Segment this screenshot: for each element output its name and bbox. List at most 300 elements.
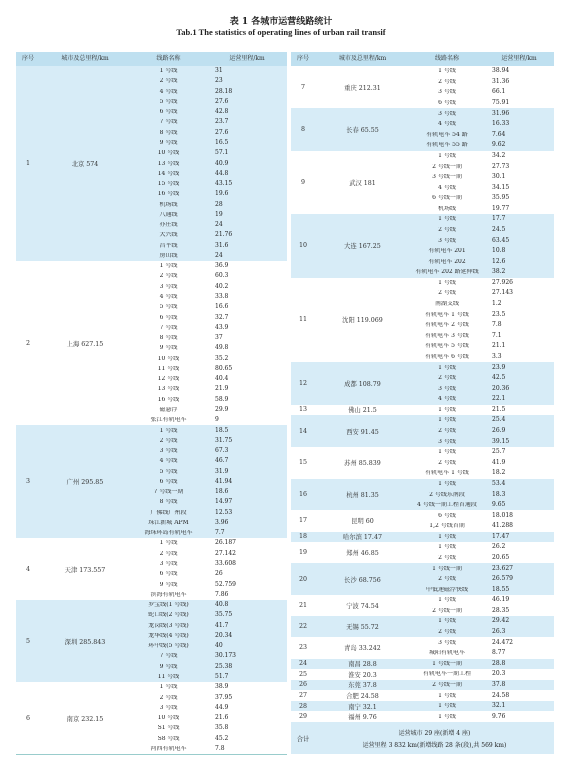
city-number: 15 [298,459,307,467]
city-group [16,425,287,539]
line-row [130,415,287,425]
line-name: 磁悬浮 [159,406,178,413]
line-row [130,179,287,189]
line-km: 23.5 [492,310,506,318]
line-name: 有轨电车 1 号线 [425,311,469,318]
line-row [410,288,554,299]
header-city: 城市及总里程/km [61,55,109,62]
line-km: 18.55 [492,585,510,593]
line-km: 27.142 [215,549,236,557]
city-name-total: 重庆 212.31 [344,84,381,92]
line-list [410,66,554,108]
line-name: 14 号线 [157,170,180,177]
line-km: 80.65 [215,364,233,372]
line-name: 3 号线 [438,438,456,445]
line-row [410,320,554,331]
line-name: 6 号线 [159,571,178,578]
line-km: 29.9 [215,405,229,413]
header-km: 运营里程/km [229,55,265,62]
total-label: 合计 [296,735,310,743]
line-km: 23.627 [492,564,513,572]
line-km: 58.9 [215,395,229,403]
line-row [410,225,554,236]
line-row [130,107,287,117]
line-row [130,518,287,528]
line-row [410,457,554,468]
line-km: 23.9 [492,363,506,371]
line-name: 2 号线一期 [432,681,462,688]
line-row [130,405,287,415]
line-km: 33.608 [215,560,236,567]
line-name: 10 号线 [157,150,180,157]
line-name: 2 号线 [159,273,178,280]
line-km: 35.8 [215,724,229,732]
line-row [130,692,287,702]
line-row [130,528,287,538]
line-km: 7.7 [215,529,225,537]
line-name: 2 号线 [159,78,178,85]
line-row [410,479,554,490]
line-name: 有轨电车 54 路 [426,131,468,138]
line-row [410,246,554,257]
line-row [410,690,554,701]
line-list [130,538,287,600]
line-name: 10 号线 [157,715,180,722]
table-title-cn: 表 1 各城市运营线路统计 [229,17,333,27]
line-name: 8 号线 [159,499,178,506]
line-row [130,87,287,97]
line-name: 八通线 [159,211,178,218]
line-row [130,641,287,651]
line-km: 20.3 [492,670,506,678]
city-group [291,214,554,278]
line-list [130,600,287,682]
line-name: 9 号线 [159,581,178,588]
city-number: 18 [298,533,307,541]
city-name-total: 合肥 24.58 [346,693,379,701]
line-name: 4 号线一期工程首通段 [417,502,477,509]
line-name: 2 号线 [438,576,456,583]
line-list [410,362,554,404]
line-list [410,669,554,680]
line-row [410,87,554,98]
line-km: 27.6 [215,128,229,136]
line-km: 21.76 [215,231,233,239]
city-number: 22 [298,623,307,631]
line-km: 18.018 [492,511,513,519]
line-km: 26.9 [492,427,506,435]
line-km: 41.9 [492,458,506,466]
line-km: 9.76 [492,712,506,720]
line-list [130,425,287,538]
line-list [410,690,554,701]
line-name: 16 号线 [157,191,180,198]
line-name: 有轨电车 202 [428,258,466,265]
line-row [410,77,554,88]
line-name: 1 号线 [438,417,456,424]
line-name: 3 号线 [438,385,456,392]
line-km: 7.8 [215,744,225,752]
line-km: 19.77 [492,204,510,212]
line-km: 53.4 [492,479,506,487]
header-no: 序号 [296,55,309,62]
line-row [130,333,287,343]
line-km: 21.1 [492,342,506,350]
line-km: 31.75 [215,436,233,444]
line-list [410,616,554,637]
line-km: 42.8 [215,108,229,116]
statistics-table [16,52,554,754]
line-km: 32.1 [492,702,506,710]
line-km: 31.9 [215,467,229,475]
line-row [410,563,554,574]
line-name: 南湖支线 [434,301,459,308]
line-row [130,497,287,507]
line-row [410,659,554,670]
line-name: 1 号线 [438,703,456,710]
line-row [130,138,287,148]
city-number: 19 [298,549,307,557]
line-km: 28.8 [492,659,506,667]
line-km: 8.77 [492,649,506,657]
city-number: 9 [300,178,305,186]
left-header [16,52,287,66]
line-name: 1 号线一期 [432,660,462,667]
line-row [130,549,287,559]
line-km: 46.7 [215,457,229,465]
line-name: 大兴线 [159,232,178,239]
line-list [410,479,554,511]
line-name: 有轨电车一期工程 [422,671,471,678]
city-name-total: 南昌 28.8 [348,661,377,669]
line-name: 3 号线 [438,110,456,117]
line-km: 10.8 [492,247,506,255]
line-km: 16.6 [215,303,229,311]
line-km: 43.9 [215,323,229,331]
line-name: 1 号线 [438,480,456,487]
line-row [130,508,287,518]
line-km: 3.96 [215,518,229,526]
line-name: 2 号线 [438,290,456,297]
line-row [410,542,554,553]
line-km: 75.91 [492,99,510,107]
line-name: 4 号线 [159,88,178,95]
line-km: 7.8 [492,321,502,329]
city-number: 10 [298,242,307,250]
line-row [410,701,554,712]
line-row [410,648,554,659]
line-name: 海珠环岛有轨电车 [144,530,193,537]
line-name: 4 号线 [438,121,456,128]
city-group [291,108,554,151]
line-km: 20.65 [492,553,510,561]
line-km: 7.1 [492,331,502,339]
line-name: 环中线(5 号线) [148,643,189,650]
line-km: 12.53 [215,508,233,516]
line-km: 17.47 [492,532,510,540]
line-km: 24 [215,251,223,259]
line-name: 5 号线 [159,98,178,105]
city-name-total: 南宁 32.1 [348,703,377,711]
line-list [130,682,287,754]
line-name: 1 号线 [438,544,456,551]
line-name: S8 号线 [157,735,180,742]
line-row [130,456,287,466]
city-name-total: 青岛 33.242 [344,645,381,653]
line-km: 23 [215,77,223,85]
line-km: 27.6 [215,97,229,105]
city-group [16,66,287,262]
line-name: 6 号线 [438,100,456,107]
city-group [16,682,287,755]
line-row [410,532,554,543]
line-name: 有轨电车 2 号线 [425,322,469,329]
line-km: 25.7 [492,448,506,456]
line-row [130,292,287,302]
line-name: 10 号线 [157,355,180,362]
line-row [130,169,287,179]
city-name-total: 大连 167.25 [344,243,381,251]
line-km: 35.75 [215,611,233,619]
line-row [130,261,287,271]
line-name: 城阳有轨电车 [428,650,465,657]
city-number: 11 [298,316,307,324]
line-name: 有轨电车 5 号线 [425,343,469,350]
line-list [410,405,554,416]
line-km: 40.4 [215,375,229,383]
line-list [130,261,287,425]
line-row [410,616,554,627]
line-name: 1 号线 [438,279,456,286]
line-km: 38.2 [492,268,506,276]
line-row [410,394,554,405]
line-list [410,680,554,691]
line-list [410,214,554,277]
city-name-total: 长沙 68.756 [344,576,381,584]
line-km: 41.288 [492,522,513,530]
line-name: 3 号线 [159,448,178,455]
line-name: 2 号线 [438,459,456,466]
line-row [410,584,554,595]
line-name: 9 号线 [159,663,178,670]
line-km: 20.36 [492,384,510,392]
line-row [410,680,554,691]
line-name: 5 号线 [159,304,178,311]
line-name: 罗宝线(1 号线) [148,602,189,609]
city-name-total: 深圳 285.843 [64,638,106,646]
line-row [130,723,287,733]
total-row [291,722,554,754]
line-km: 63.45 [492,236,510,244]
line-km: 18.6 [215,488,229,496]
line-row [410,129,554,140]
line-name: 1 号线一期 [432,565,462,572]
line-name: 1 号线 [159,540,178,547]
city-number: 6 [25,714,30,722]
line-km: 67.3 [215,447,229,455]
line-row [130,703,287,713]
line-row [130,569,287,579]
line-row [410,711,554,722]
line-row [130,210,287,220]
line-name: 2 号线 [438,554,456,561]
line-km: 26.579 [492,575,513,583]
line-name: 8 号线 [159,335,178,342]
line-list [410,108,554,150]
line-name: 昌平线 [159,242,178,249]
city-group [291,66,554,109]
line-row [130,128,287,138]
header-no: 序号 [21,55,34,62]
city-group [291,151,554,215]
line-km: 21.6 [215,714,229,722]
line-km: 38.94 [492,67,510,75]
line-km: 43.15 [215,180,233,188]
city-number: 27 [298,692,307,700]
line-km: 27.926 [492,278,513,286]
city-name-total: 天津 173.557 [64,566,106,574]
line-name: 有轨电车 201 [428,248,466,255]
line-row [410,637,554,648]
line-row [130,713,287,723]
line-km: 23.7 [215,118,229,126]
line-name: 2 号线 [438,78,456,85]
line-list [410,151,554,214]
line-km: 41.94 [215,477,233,485]
line-list [410,701,554,712]
line-row [410,627,554,638]
line-name: 4 号线 [159,294,178,301]
city-group [291,362,554,405]
line-km: 26.2 [492,543,506,551]
line-list [410,447,554,479]
line-row [130,466,287,476]
city-name-total: 无锡 55.72 [346,624,379,632]
line-name: 2 号线 [438,375,456,382]
line-row [410,373,554,384]
city-group [16,600,287,683]
city-number: 8 [300,125,305,133]
line-name: 6 号线一期 [432,195,462,202]
line-name: 有轨电车 1 号线 [425,470,469,477]
line-km: 26 [215,570,223,578]
line-row [410,182,554,193]
line-km: 28.35 [492,606,510,614]
line-row [130,744,287,754]
city-number: 2 [25,339,30,347]
line-name: 1 号线 [438,692,456,699]
line-name: 4 号线 [438,396,456,403]
line-row [130,425,287,435]
line-name: 机场线 [437,205,456,212]
city-group [291,278,554,364]
line-km: 18.3 [492,490,506,498]
line-name: 1 号线 [159,684,178,691]
line-name: 8 号线 [159,129,178,136]
city-number: 12 [298,379,307,387]
line-row [410,489,554,500]
city-name-total: 福州 9.76 [348,714,377,722]
line-name: 7 号线 [159,119,178,126]
line-km: 25.4 [492,416,506,424]
line-km: 41.7 [215,621,229,629]
line-km: 24 [215,221,223,229]
line-km: 36.9 [215,262,229,270]
line-name: 1 号线 [438,152,456,159]
city-number: 3 [25,478,30,486]
line-row [410,119,554,130]
line-km: 27.73 [492,162,510,170]
city-name-total: 西安 91.45 [346,428,379,436]
city-number: 14 [298,427,307,435]
line-km: 39.15 [492,437,510,445]
city-name-total: 淮安 20.3 [348,671,377,679]
line-name: 房山线 [159,252,178,259]
header-km: 运营里程/km [501,55,537,62]
line-row [130,487,287,497]
line-name: 3 号线 [438,237,456,244]
line-row [410,595,554,606]
city-group [16,538,287,601]
line-row [130,220,287,230]
line-name: 有轨电车 202 路延伸线 [415,269,479,276]
line-km: 12.6 [492,257,506,265]
line-list [410,532,554,543]
line-km: 3.3 [492,352,502,360]
line-km: 57.1 [215,149,229,157]
line-row [130,117,287,127]
city-name-total: 上海 627.15 [66,340,104,348]
city-number: 17 [298,517,307,525]
line-row [130,97,287,107]
line-row [130,251,287,261]
line-row [130,384,287,394]
line-km: 32.7 [215,313,229,321]
line-name: 12 号线 [157,376,180,383]
line-name: 4 号线 [438,184,456,191]
line-name: 5 号线 [159,468,178,475]
line-km: 35.95 [492,194,510,202]
city-group [16,261,287,426]
city-name-total: 广州 295.85 [66,479,104,487]
line-km: 31.36 [492,77,510,85]
line-name: 2 号线 [438,629,456,636]
line-list [130,66,287,261]
city-name-total: 东莞 37.8 [348,682,377,690]
line-km: 24.5 [492,225,506,233]
line-row [410,108,554,119]
line-list [410,659,554,670]
line-row [410,331,554,342]
city-name-total: 北京 574 [71,161,99,169]
line-row [410,278,554,289]
line-name: 9 号线 [159,139,178,146]
line-row [410,521,554,532]
city-name-total: 成都 108.79 [344,380,381,388]
line-list [410,415,554,447]
line-name: 有轨电车 55 路 [426,142,468,149]
city-number: 29 [298,713,307,721]
city-group [291,637,554,659]
line-name: 1 号线 [159,263,178,270]
line-name: 3 号线 [159,283,178,290]
line-name: 7 号线 [159,653,178,660]
header-city: 城市及总里程/km [338,55,387,62]
line-row [130,364,287,374]
line-row [410,606,554,617]
line-km: 44.9 [215,703,229,711]
city-number: 4 [25,565,30,573]
